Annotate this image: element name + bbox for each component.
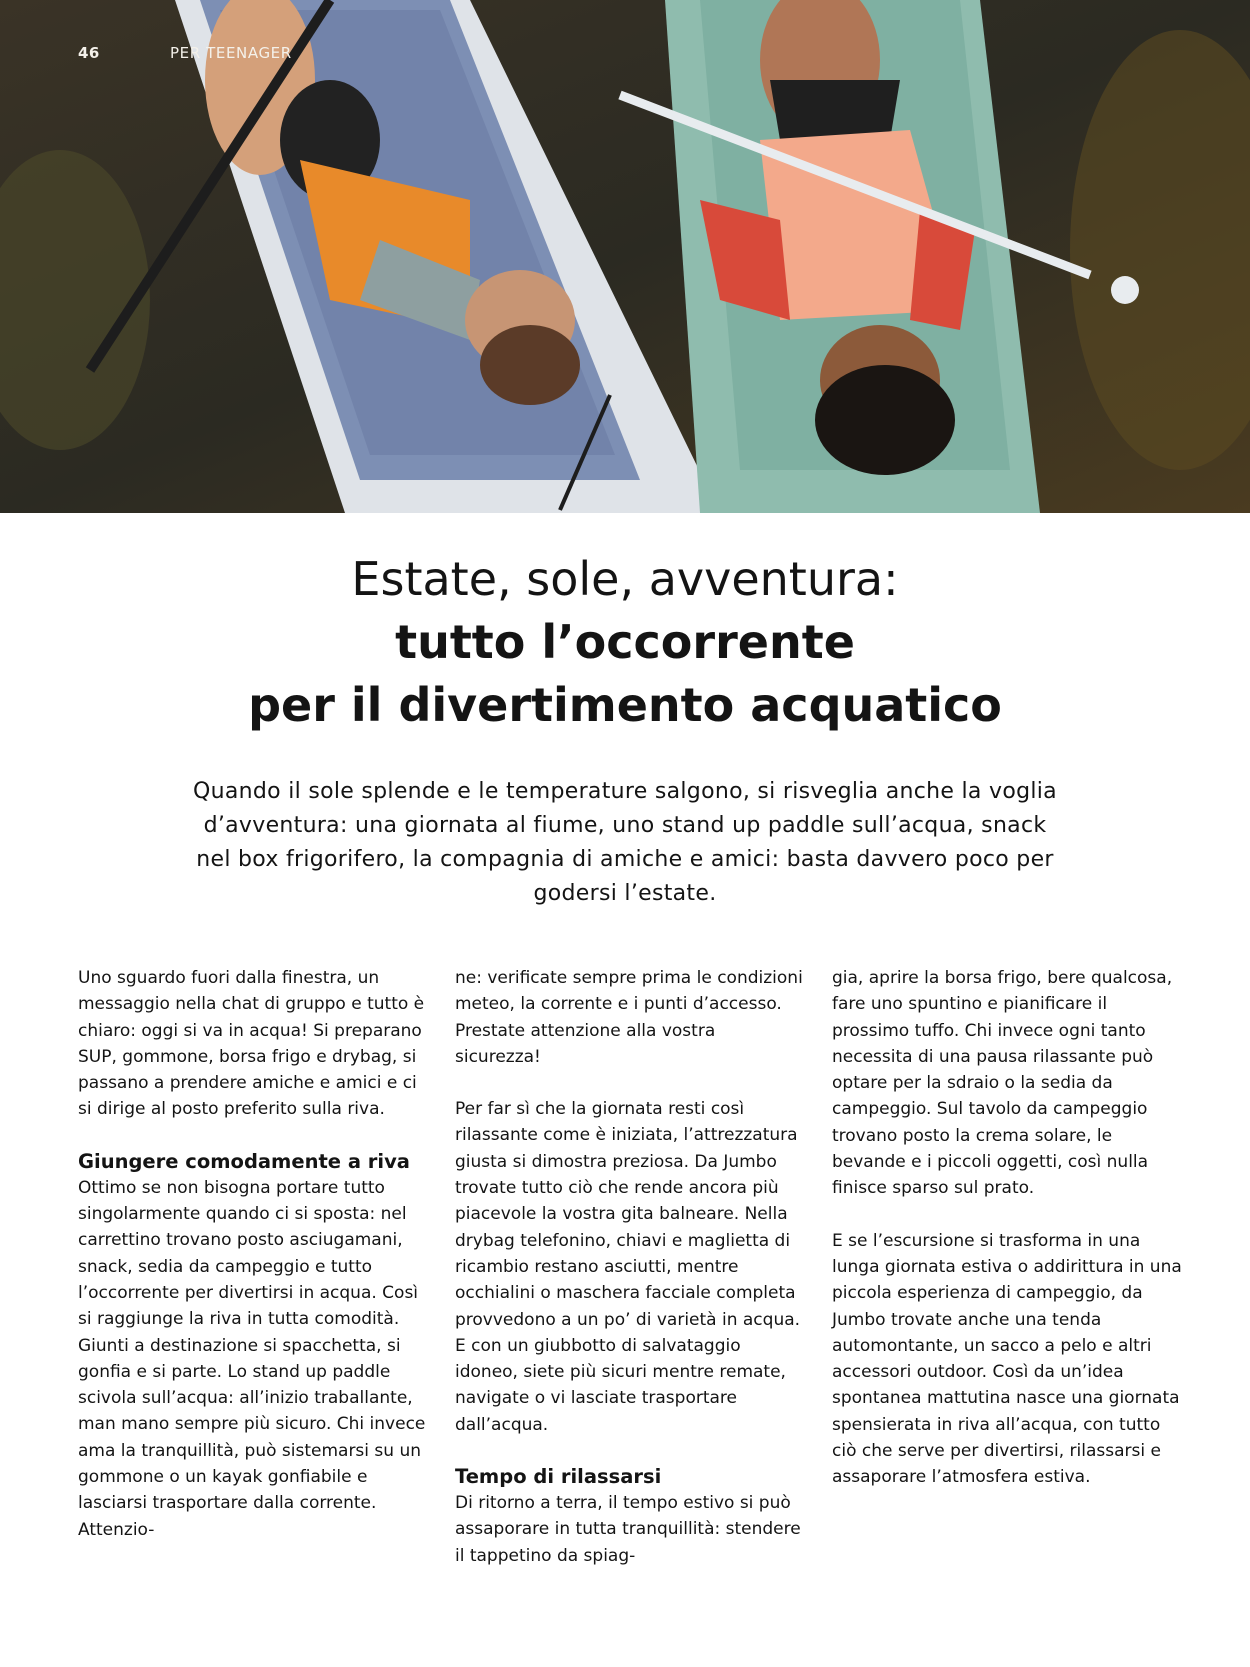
paragraph-spacer bbox=[455, 1438, 805, 1464]
article-title bbox=[0, 548, 1250, 737]
paragraph-spacer bbox=[78, 1123, 428, 1149]
page-number: 46 bbox=[78, 44, 100, 62]
intro-paragraph: Quando il sole splende e le temperature salgono, si risveglia anche la voglia d’avventura: una giornata al fiume, uno stand up paddle sull’acqua, snack nel box frigorifero, la compagnia di amiche e amici: basta davvero poco per godersi l’estate. bbox=[193, 779, 1057, 906]
paragraph-spacer bbox=[832, 1202, 1182, 1228]
column-3 bbox=[832, 965, 1182, 1491]
col3-paragraph-2: E se l’escursione si trasforma in una lunga giornata estiva o addirittura in una piccola esperienza di campeggio, da Jumbo trovate anche una tenda automontante, un sacco a pelo e altri accessori outdoor. Così da un’idea spontanea mattutina nasce una giornata spensierata in riva all’acqua, con tutto ciò che serve per divertirsi, rilassarsi e assaporare l’atmosfera estiva. bbox=[832, 1230, 1182, 1488]
col2-heading: Tempo di rilassarsi bbox=[455, 1465, 662, 1489]
col2-paragraph-3: Di ritorno a terra, il tempo estivo si può assaporare in tutta tranquillità: stendere il tappetino da spiag- bbox=[455, 1493, 801, 1566]
title-line-3: per il divertimento acquatico bbox=[248, 678, 1002, 732]
section-label: PER TEENAGER bbox=[170, 44, 292, 62]
column-1 bbox=[78, 965, 428, 1543]
title-line-1: Estate, sole, avventura: bbox=[351, 552, 899, 606]
col1-paragraph-1: Uno sguardo fuori dalla finestra, un messaggio nella chat di gruppo e tutto è chiaro: oggi si va in acqua! Si preparano SUP, gommone, borsa frigo e drybag, si passano a prendere amiche e amici e ci si dirige al posto preferito sulla riva. bbox=[78, 968, 425, 1120]
col3-paragraph-1: gia, aprire la borsa frigo, bere qualcosa, fare uno spuntino e pianificare il prossimo tuffo. Chi invece ogni tanto necessita di una pausa rilassante può optare per la sdraio o la sedia da campeggio. Sul tavolo da campeggio trovano posto la crema solare, le bevande e i piccoli oggetti, così nulla finisce sparso sul prato. bbox=[832, 968, 1173, 1199]
column-2 bbox=[455, 965, 805, 1569]
col2-paragraph-1: ne: verificate sempre prima le condizioni meteo, la corrente e i punti d’accesso. Prestate attenzione alla vostra sicurezza! bbox=[455, 968, 803, 1067]
title-line-2: tutto l’occorrente bbox=[395, 615, 855, 669]
col1-heading: Giungere comodamente a riva bbox=[78, 1149, 410, 1173]
hero-photo bbox=[0, 0, 1250, 513]
col1-paragraph-2: Ottimo se non bisogna portare tutto singolarmente quando ci si sposta: nel carrettino trovano posto asciugamani, snack, sedia da campeggio e tutto l’occorrente per divertirsi in acqua. Così si raggiunge la riva in tutta comodità. Giunti a destinazione si spacchetta, si gonfia e si parte. Lo stand up paddle scivola sull’acqua: all’inizio traballante, man mano sempre più sicuro. Chi invece ama la tranquillità, può sistemarsi su un gommone o un kayak gonfiabile e lasciarsi trasportare dalla corrente. Attenzio- bbox=[78, 1177, 426, 1540]
paragraph-spacer bbox=[455, 1070, 805, 1096]
hero-photo-illustration bbox=[0, 0, 1250, 513]
col2-paragraph-2: Per far sì che la giornata resti così rilassante come è iniziata, l’attrezzatura giusta si dimostra preziosa. Da Jumbo trovate tutto ciò che rende ancora più piacevole la vostra gita balneare. Nella drybag telefonino, chiavi e maglietta di ricambio restano asciutti, mentre occhialini o maschera facciale completa provvedono a un po’ di varietà in acqua. E con un giubbotto di salvataggio idoneo, siete più sicuri mentre remate, navigate o vi lasciate trasportare dall’acqua. bbox=[455, 1099, 801, 1435]
